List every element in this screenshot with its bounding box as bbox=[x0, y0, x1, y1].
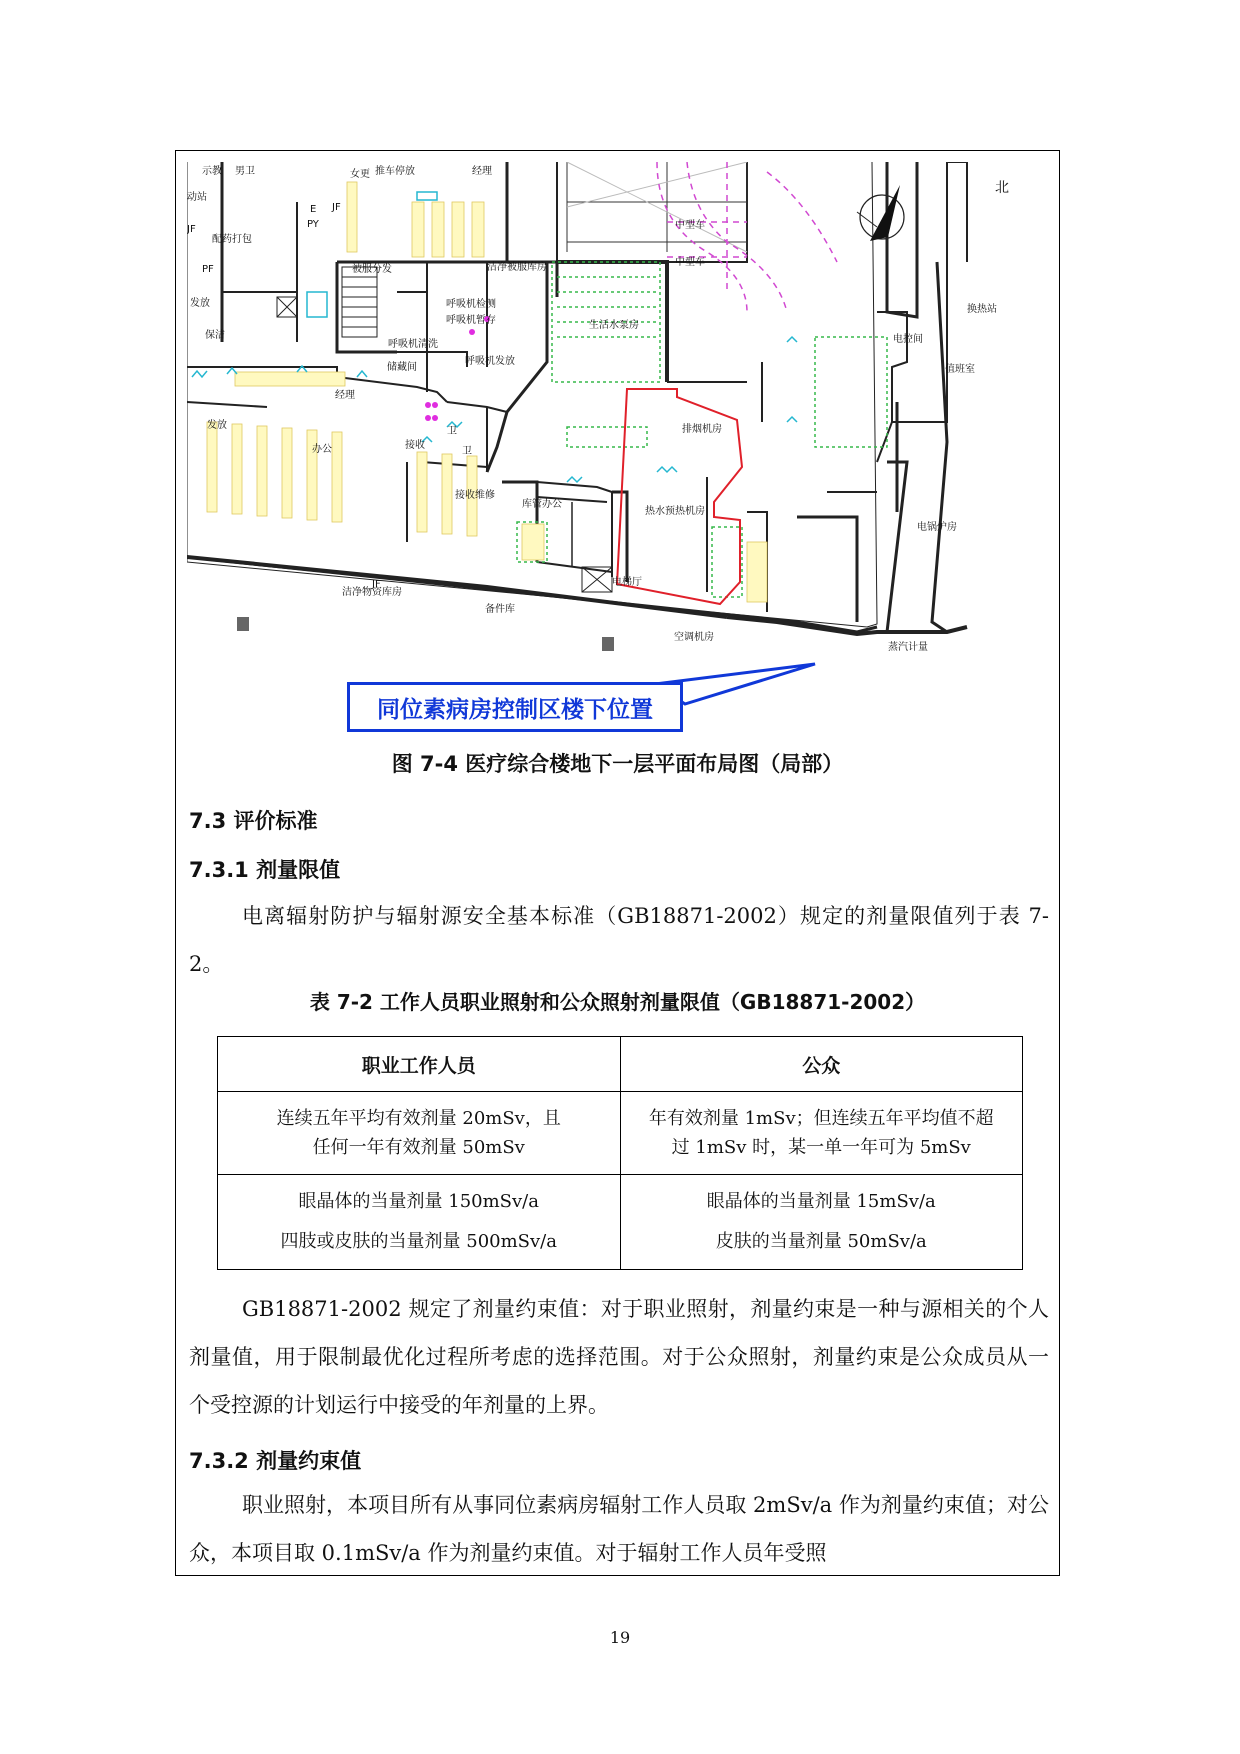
room-label: 空调机房 bbox=[674, 632, 714, 643]
room-label: 经理 bbox=[472, 166, 492, 177]
room-label: 中型车 bbox=[675, 220, 705, 231]
cell-line: 年有效剂量 1mSv；但连续五年平均值不超 bbox=[648, 1108, 994, 1129]
cell-line: 连续五年平均有效剂量 20mSv，且 bbox=[276, 1108, 561, 1129]
header-public: 公众 bbox=[620, 1037, 1023, 1092]
cell-occupational-effective bbox=[218, 1092, 621, 1175]
room-label: JF bbox=[187, 224, 196, 235]
paragraph-dose-limits: 电离辐射防护与辐射源安全基本标准（GB18871-2002）规定的剂量限值列于表 7-2。 bbox=[189, 904, 1049, 976]
cell-line: 四肢或皮肤的当量剂量 500mSv/a bbox=[280, 1231, 557, 1252]
cell-line: 过 1mSv 时，某一单一年可为 5mSv bbox=[671, 1137, 971, 1158]
room-label: PY bbox=[307, 219, 319, 230]
room-label: 发放 bbox=[190, 298, 210, 309]
room-label: 热水预热机房 bbox=[645, 506, 705, 517]
room-label: 备件库 bbox=[485, 604, 515, 615]
cell-line: 任何一年有效剂量 50mSv bbox=[312, 1137, 525, 1158]
page-number: 19 bbox=[609, 1628, 631, 1647]
header-occupational: 职业工作人员 bbox=[218, 1037, 621, 1092]
room-label: 电锅炉房 bbox=[917, 522, 957, 533]
section-heading-7-3-2: 7.3.2 剂量约束值 bbox=[189, 1449, 362, 1473]
room-label: 动站 bbox=[187, 192, 207, 203]
floor-plan bbox=[187, 162, 1049, 742]
north-label: 北 bbox=[995, 180, 1009, 196]
table-row bbox=[218, 1092, 1023, 1175]
room-label: JF bbox=[332, 202, 341, 213]
callout-box: 同位素病房控制区楼下位置 bbox=[347, 682, 683, 732]
room-label: 呼吸机暂存 bbox=[446, 315, 496, 326]
room-label: 经理 bbox=[335, 390, 355, 401]
room-label: 被服分发 bbox=[352, 264, 392, 275]
cell-line: 眼晶体的当量剂量 15mSv/a bbox=[706, 1191, 936, 1212]
room-label: 呼吸机清洗 bbox=[388, 339, 438, 350]
room-label: 办公 bbox=[312, 444, 332, 455]
room-label: 值班室 bbox=[945, 364, 975, 375]
cell-line: 皮肤的当量剂量 50mSv/a bbox=[715, 1231, 927, 1252]
room-label: 电控间 bbox=[893, 334, 923, 345]
cell-line: 眼晶体的当量剂量 150mSv/a bbox=[298, 1191, 539, 1212]
dose-limit-table bbox=[217, 1036, 1023, 1270]
table-header-row bbox=[218, 1037, 1023, 1092]
section-heading-7-3-1: 7.3.1 剂量限值 bbox=[189, 858, 341, 882]
room-label: 示教 bbox=[202, 166, 222, 177]
room-label: 男卫 bbox=[235, 166, 255, 177]
room-label: 库管办公 bbox=[522, 499, 562, 510]
room-label: 呼吸机检测 bbox=[446, 299, 496, 310]
room-label: 推车停放 bbox=[375, 166, 415, 177]
room-label: 呼吸机发放 bbox=[465, 356, 515, 367]
room-label: 保洁 bbox=[205, 330, 225, 341]
room-label: 接收 bbox=[405, 440, 425, 451]
room-label: 接收维修 bbox=[455, 490, 495, 501]
cell-public-equivalent bbox=[620, 1175, 1023, 1270]
room-label: 排烟机房 bbox=[682, 424, 722, 435]
room-label: 卫 bbox=[447, 426, 457, 437]
room-label: JF bbox=[372, 579, 381, 590]
paragraph-dose-constraint-definition: GB18871-2002 规定了剂量约束值：对于职业照射，剂量约束是一种与源相关的个人剂量值，用于限制最优化过程所考虑的选择范围。对于公众照射，剂量约束是公众成员从一个受控源的计划运行中接受的年剂量的上界。 bbox=[189, 1297, 1049, 1417]
cell-public-effective bbox=[620, 1092, 1023, 1175]
room-label: 换热站 bbox=[967, 304, 997, 315]
room-label: 电梯厅 bbox=[612, 577, 642, 588]
table-caption: 表 7-2 工作人员职业照射和公众照射剂量限值（GB18871-2002） bbox=[309, 990, 926, 1014]
room-label: 中型车 bbox=[675, 257, 705, 268]
room-label: 卫 bbox=[462, 446, 472, 457]
room-label: 女更 bbox=[350, 169, 370, 180]
paragraph-dose-constraint-values: 职业照射，本项目所有从事同位素病房辐射工作人员取 2mSv/a 作为剂量约束值；对公众，本项目取 0.1mSv/a 作为剂量约束值。对于辐射工作人员年受照 bbox=[189, 1493, 1049, 1565]
room-label: 发放 bbox=[207, 420, 227, 431]
room-label: PF bbox=[202, 264, 214, 275]
figure-caption: 图 7-4 医疗综合楼地下一层平面布局图（局部） bbox=[391, 752, 844, 776]
room-label: 洁净物资库房 bbox=[342, 587, 402, 598]
room-label: 生活水泵房 bbox=[589, 320, 639, 331]
room-label: 洁净被服库房 bbox=[487, 262, 547, 273]
cell-occupational-equivalent bbox=[218, 1175, 621, 1270]
table-row bbox=[218, 1175, 1023, 1270]
room-label: 配药打包 bbox=[212, 234, 252, 245]
section-heading-7-3: 7.3 评价标准 bbox=[189, 809, 318, 833]
room-label: 蒸汽计量 bbox=[888, 642, 928, 653]
room-label: 储藏间 bbox=[387, 362, 417, 373]
room-label: E bbox=[310, 204, 317, 215]
